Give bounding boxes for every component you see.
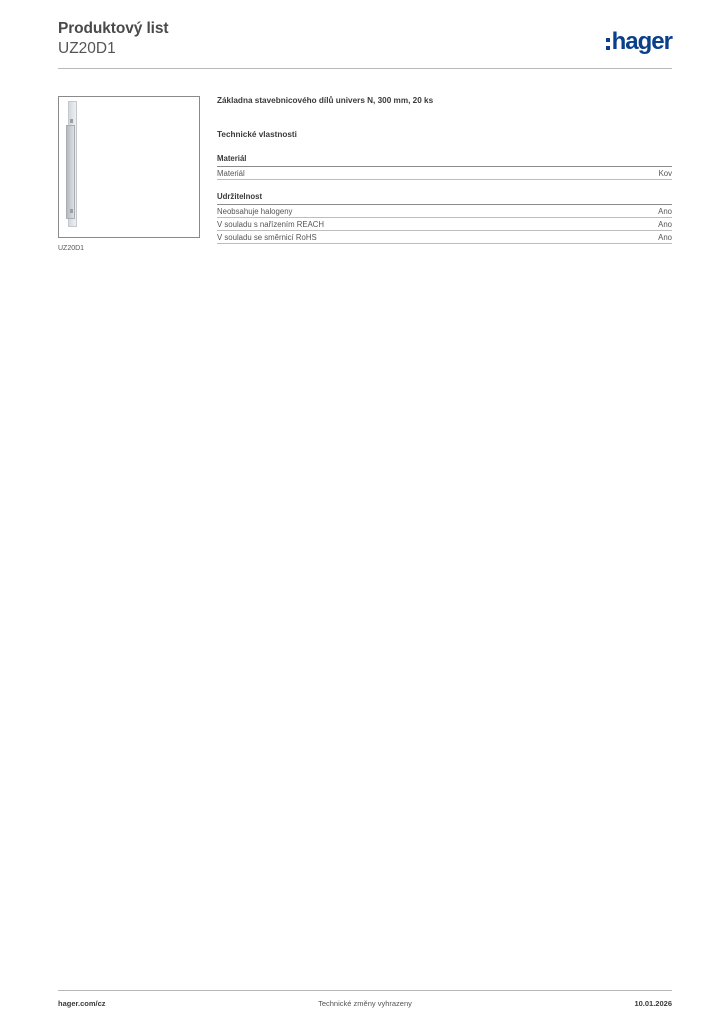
property-label: Materiál (217, 169, 245, 178)
website-link[interactable]: hager.com/cz (58, 999, 106, 1008)
page-header (58, 20, 672, 70)
property-value: Ano (658, 207, 672, 216)
footer-notice: Technické změny vyhrazeny (318, 999, 412, 1008)
property-value: Ano (658, 233, 672, 242)
hager-logo (606, 28, 672, 54)
property-label: V souladu se směrnicí RoHS (217, 233, 317, 242)
property-row (217, 231, 672, 244)
property-group-sustainability (217, 192, 672, 244)
property-label: Neobsahuje halogeny (217, 207, 293, 216)
property-row (217, 205, 672, 218)
property-value: Kov (658, 169, 672, 178)
image-caption: UZ20D1 (58, 245, 85, 252)
property-row (217, 167, 672, 180)
header-divider (58, 68, 672, 69)
logo-dots-icon (606, 38, 610, 50)
footer-divider (58, 990, 672, 991)
property-row (217, 218, 672, 231)
property-value: Ano (658, 220, 672, 229)
document-title: Produktový list (58, 20, 169, 37)
brand-name: hager (611, 28, 672, 55)
product-code: UZ20D1 (58, 40, 116, 57)
product-description: Základna stavebnicového dílů univers N, 300 mm, 20 ks (217, 96, 434, 105)
property-label: V souladu s nařízením REACH (217, 220, 325, 229)
section-title: Technické vlastnosti (217, 130, 297, 139)
footer-date: 10.01.2026 (634, 999, 672, 1008)
rail-hole (70, 209, 73, 213)
group-title: Materiál (217, 154, 672, 167)
property-group-material (217, 154, 672, 180)
product-image (58, 96, 200, 238)
group-title: Udržitelnost (217, 192, 672, 205)
mounting-rail-front (66, 125, 75, 219)
rail-hole (70, 119, 73, 123)
product-details (217, 96, 672, 256)
